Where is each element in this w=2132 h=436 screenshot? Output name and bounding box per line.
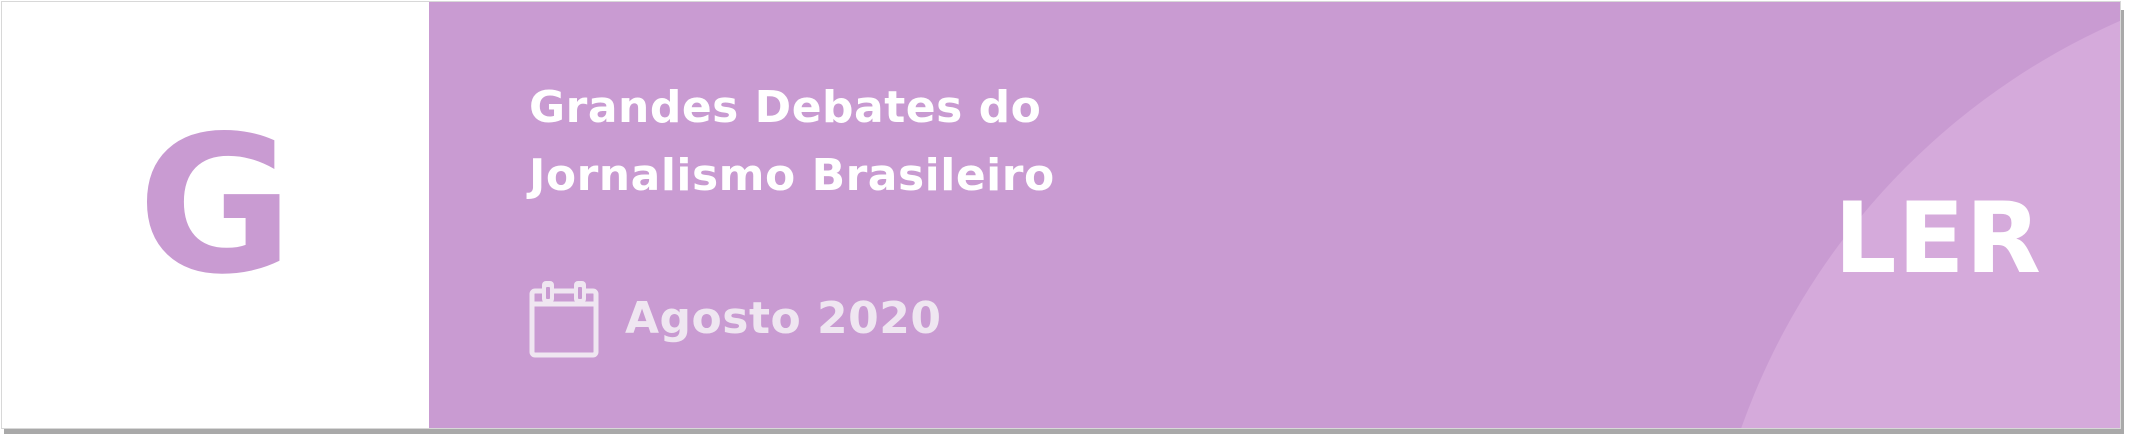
initial-panel [2, 2, 429, 428]
publication-date [529, 278, 942, 358]
title-line-1: Grandes Debates do [529, 82, 1042, 133]
date-text: Agosto 2020 [625, 292, 942, 344]
title-line-2: Jornalismo Brasileiro [529, 150, 1055, 201]
read-button[interactable]: LER [1834, 182, 2042, 296]
card-body[interactable] [1, 1, 2121, 429]
calendar-icon [529, 278, 599, 358]
initial-letter: G [137, 95, 294, 316]
content-panel[interactable] [429, 2, 2120, 428]
publication-title[interactable] [529, 74, 1429, 210]
